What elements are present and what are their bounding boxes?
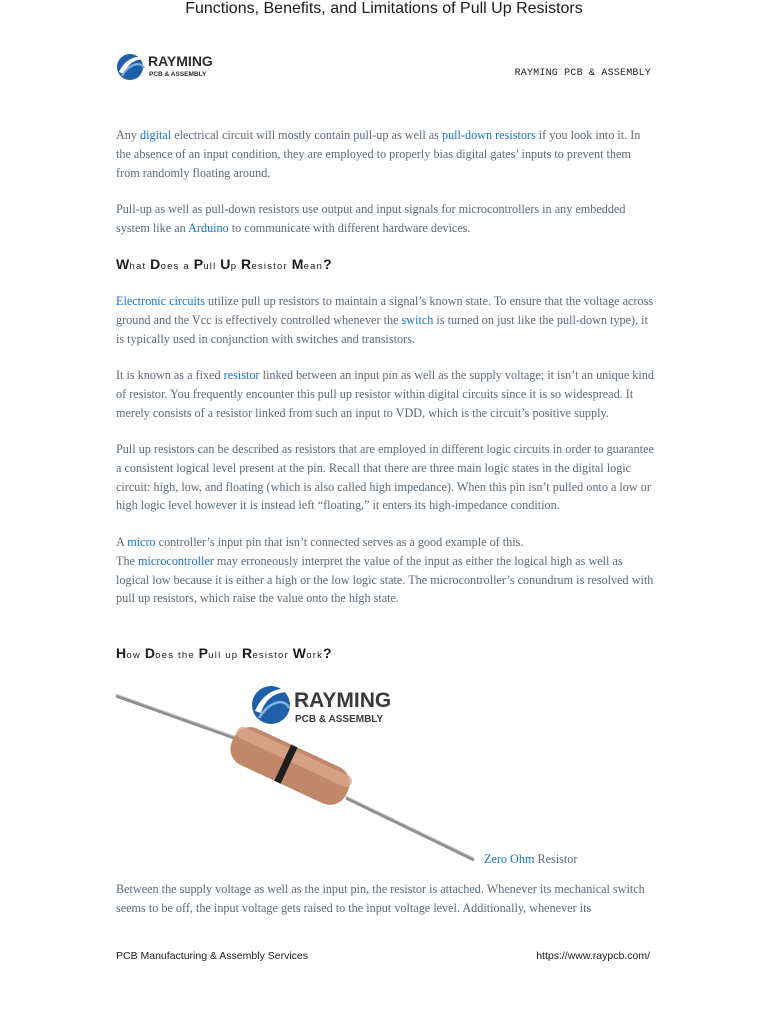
image-caption [484,852,577,867]
heading-fragment: ull up [208,650,243,661]
footer-left-text: PCB Manufacturing & Assembly Services [116,950,308,962]
heading-fragment: ? [323,645,332,661]
heading-fragment: W [292,645,307,661]
heading-fragment: P [198,645,209,661]
paragraph-text: It is known as a fixed [116,368,224,382]
paragraph-text: Pull-up as well as pull-down resistors use output and input signals for microcontrollers in any embedded system like an [116,202,626,235]
page-title: Functions, Benefits, and Limitations of Pull Up Resistors [185,0,583,17]
heading-fragment: esistor [252,650,293,661]
inline-link[interactable]: switch [401,312,434,327]
paragraph [116,200,656,238]
inline-link[interactable]: micro [127,535,156,549]
rayming-logo [116,50,226,84]
heading-fragment: U [220,256,231,272]
inline-link[interactable]: Arduino [188,220,229,235]
paragraph [116,440,656,515]
paragraph-text: A [116,535,128,549]
paragraph-text: if you look into it. In the absence of an input condition, they are employed to properly bias digital gates’ inputs to prevent them from randomly floating around. [116,128,641,180]
heading-fragment: D [150,256,161,272]
paragraph-text: linked between an input pin as well as the supply voltage; it isn’t an unique kind of resistor. You frequently encounter this pull up resistor within digital circuits since it is so widespread. It merely consists of a resistor linked from such an input to VDD, which is the circuit’s positive supply. [116,368,654,420]
section-heading [116,256,332,272]
image-logo-name: RAYMING [294,689,392,712]
heading-fragment: esistor [251,261,292,272]
image-logo-icon [252,686,292,724]
logo-swoosh-icon [117,54,146,80]
section-heading [116,645,332,661]
heading-fragment: W [116,256,130,272]
paragraph-text: electrical circuit will mostly contain pull-up as well as [171,128,442,142]
paragraph-text: Pull up resistors can be described as resistors that are employed in different logic circuits in order to guarantee a consistent logical level present at the pin. Recall that there are three main logic states in the digital logic circuit: high, low, and floating (which is also called high impedance). When this pin isn’t pulled onto a low or high logic level however it is instead left “floating,” it enters its high-impedance condition. [116,442,654,513]
caption-text: Resistor [534,852,578,866]
logo-name: RAYMING [148,53,213,69]
heading-fragment: ork [306,650,324,661]
heading-fragment: R [242,645,253,661]
paragraph [116,292,656,348]
logo-tagline: PCB & ASSEMBLY [149,71,207,78]
heading-fragment: oes the [155,650,199,661]
paragraph [116,126,656,182]
heading-fragment: D [144,645,156,661]
paragraph-text: Between the supply voltage as well as the input pin, the resistor is attached. Whenever its mechanical switch seems to be off, the input voltage gets raised to the input voltage level. Additionally, whenever its [116,882,645,915]
heading-fragment: ? [323,256,332,272]
paragraph-text: is turned on just like the pull-down type), it is typically used in conjunction with switches and transistors. [116,312,648,346]
heading-fragment: oes a [160,261,194,272]
header-brand-text: RAYMING PCB & ASSEMBLY [514,68,651,79]
image-logo-tagline: PCB & ASSEMBLY [295,714,384,725]
paragraph [116,880,656,918]
heading-fragment: hat [129,261,151,272]
heading-fragment: ull [203,261,221,272]
heading-fragment: R [241,256,252,272]
inline-link[interactable]: resistor [223,368,260,382]
paragraph-text: The [116,553,138,568]
heading-fragment: H [116,645,127,661]
paragraph-text: to communicate with different hardware devices. [228,220,471,235]
paragraph [116,366,656,422]
heading-fragment: M [291,256,304,272]
inline-link[interactable]: microcontroller [138,553,214,568]
inline-link[interactable]: Electronic circuits [116,294,205,308]
footer-url[interactable]: https://www.raypcb.com/ [536,950,650,962]
inline-link[interactable]: pull-down resistors [441,128,536,142]
zero-ohm-resistor-image [114,678,484,878]
heading-fragment: P [193,256,204,272]
heading-fragment: ean [303,261,324,272]
paragraph-text: may erroneously interpret the value of the input as either the logical high as well as logical low because it is either a high or the low logic state. The microcontroller’s conundrum is resolved with pull up resistors, which raise the value onto the high state. [116,553,654,606]
paragraph-text: controller’s input pin that isn’t connected serves as a good example of this. [155,535,524,549]
paragraph-text: Any [116,128,141,142]
paragraph [116,533,656,608]
heading-fragment: ow [126,650,145,661]
inline-link[interactable]: digital [140,128,172,142]
paragraph-text: utilize pull up resistors to maintain a signal’s known state. To ensure that the voltage across ground and the Vcc is effectively controlled whenever the [116,294,654,327]
caption-link[interactable]: Zero Ohm [484,852,535,866]
heading-fragment: p [230,261,242,272]
